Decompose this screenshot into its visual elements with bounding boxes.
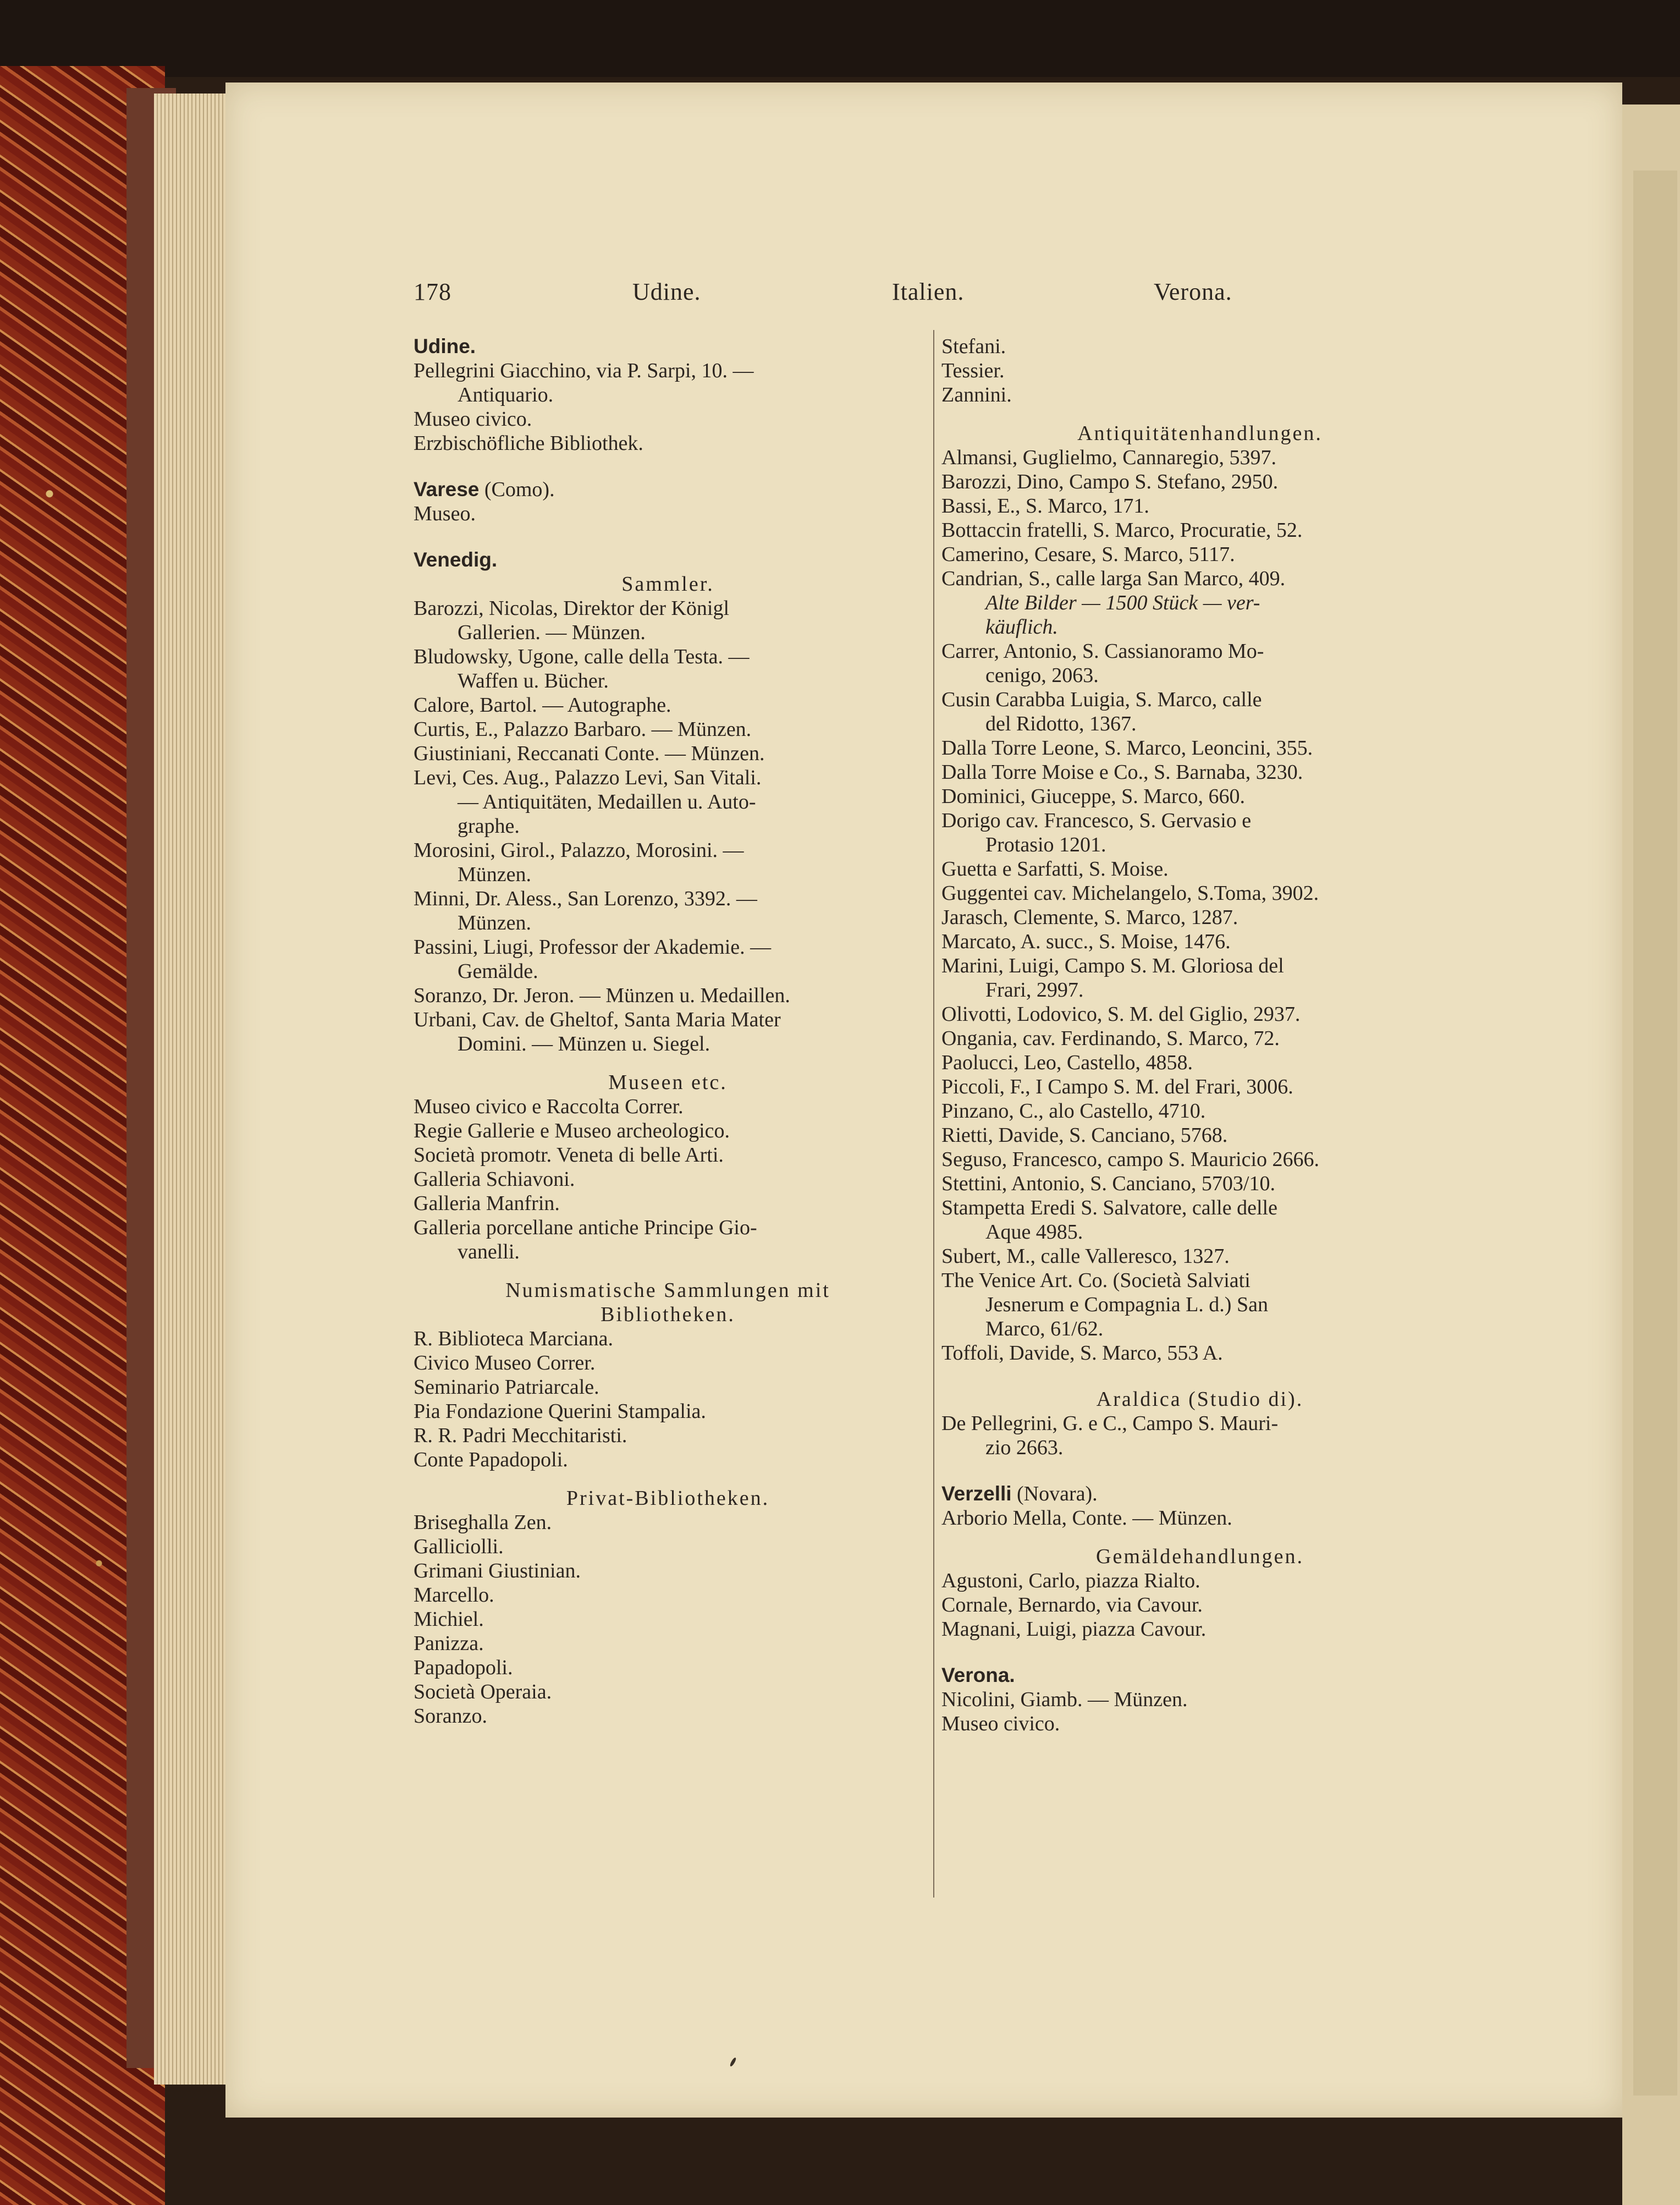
entry-continuation: Waffen u. Bücher. <box>458 669 609 692</box>
directory-entry: Società promotr. Veneta di belle Arti. <box>414 1143 724 1167</box>
directory-entry: The Venice Art. Co. (Società Salviati <box>941 1269 1251 1292</box>
place-heading-region: (Novara). <box>1011 1482 1098 1505</box>
place-heading-name: Verzelli <box>941 1482 1012 1505</box>
directory-entry: De Pellegrini, G. e C., Campo S. Mauri- <box>941 1412 1279 1435</box>
directory-entry: Marcato, A. succ., S. Moise, 1476. <box>941 930 1231 953</box>
directory-entry: Toffoli, Davide, S. Marco, 553 A. <box>941 1341 1223 1365</box>
directory-entry: Galleria Schiavoni. <box>414 1168 575 1191</box>
directory-entry: Galleria porcellane antiche Principe Gio- <box>414 1216 757 1239</box>
directory-entry: Subert, M., calle Valleresco, 1327. <box>941 1245 1230 1268</box>
directory-entry: Bludowsky, Ugone, calle della Testa. — <box>414 645 750 668</box>
header-right: Verona. <box>1154 278 1232 305</box>
directory-entry: Calore, Bartol. — Autographe. <box>414 694 671 717</box>
entry-continuation: Marco, 61/62. <box>985 1317 1104 1340</box>
directory-entry: Stampetta Eredi S. Salvatore, calle delle <box>941 1196 1277 1219</box>
place-heading <box>414 477 922 502</box>
directory-entry: Museo. <box>414 502 476 525</box>
spacer <box>941 1641 1458 1663</box>
entry-continuation: Münzen. <box>458 863 532 886</box>
directory-entry: Carrer, Antonio, S. Cassianoramo Mo- <box>941 640 1264 663</box>
directory-entry: Agustoni, Carlo, piazza Rialto. <box>941 1569 1200 1592</box>
book-cover-top <box>0 0 1680 77</box>
spacer <box>941 1530 1458 1544</box>
directory-entry: Piccoli, F., I Campo S. M. del Frari, 3006. <box>941 1075 1293 1098</box>
entry-continuation: Antiquario. <box>458 383 554 406</box>
spacer <box>941 407 1458 421</box>
directory-entry: Guetta e Sarfatti, S. Moise. <box>941 857 1169 881</box>
entry-note: Alte Bilder — 1500 Stück — ver- <box>985 591 1260 614</box>
section-heading: Antiquitätenhandlungen. <box>1077 422 1323 445</box>
directory-entry: Levi, Ces. Aug., Palazzo Levi, San Vitali. <box>414 766 762 789</box>
directory-entry: R. Biblioteca Marciana. <box>414 1327 613 1350</box>
spacer <box>414 1264 922 1278</box>
directory-entry: Giustiniani, Reccanati Conte. — Münzen. <box>414 742 765 765</box>
directory-entry: Galliciolli. <box>414 1535 504 1558</box>
directory-entry: Società Operaia. <box>414 1680 552 1703</box>
directory-entry: Galleria Manfrin. <box>414 1192 560 1215</box>
directory-entry: Regie Gallerie e Museo archeologico. <box>414 1119 730 1142</box>
entry-continuation: zio 2663. <box>985 1436 1064 1459</box>
directory-entry: Cornale, Bernardo, via Cavour. <box>941 1593 1203 1616</box>
directory-entry: Tessier. <box>941 359 1005 382</box>
directory-entry: Museo civico e Raccolta Correr. <box>414 1095 684 1118</box>
spacer <box>414 526 922 548</box>
entry-continuation: — Antiquitäten, Medaillen u. Auto- <box>458 790 756 813</box>
entry-continuation: Aque 4985. <box>985 1220 1083 1244</box>
directory-entry: Papadopoli. <box>414 1656 513 1679</box>
directory-entry: Dorigo cav. Francesco, S. Gervasio e <box>941 809 1252 832</box>
directory-entry: Soranzo, Dr. Jeron. — Münzen u. Medaillen. <box>414 984 790 1007</box>
directory-entry: Olivotti, Lodovico, S. M. del Giglio, 2937. <box>941 1003 1301 1026</box>
directory-entry: Civico Museo Correr. <box>414 1351 596 1374</box>
entry-continuation: Gallerien. — Münzen. <box>458 621 646 644</box>
section-heading: Bibliotheken. <box>601 1303 735 1326</box>
directory-entry: Arborio Mella, Conte. — Münzen. <box>941 1506 1232 1530</box>
section-heading: Sammler. <box>621 573 714 596</box>
section-heading: Numismatische Sammlungen mit <box>505 1279 830 1302</box>
directory-entry: Museo civico. <box>941 1712 1060 1735</box>
directory-entry: Barozzi, Nicolas, Direktor der Königl <box>414 597 730 620</box>
left-column <box>414 334 922 1728</box>
directory-entry: Soranzo. <box>414 1704 488 1728</box>
directory-entry: Passini, Liugi, Professor der Akademie. — <box>414 936 772 959</box>
directory-entry: Marcello. <box>414 1583 494 1607</box>
column-divider <box>933 330 934 1898</box>
section-heading: Privat-Bibliotheken. <box>566 1487 770 1510</box>
directory-entry: Erzbischöfliche Bibliothek. <box>414 432 643 455</box>
entry-continuation: del Ridotto, 1367. <box>985 712 1137 735</box>
directory-entry: R. R. Padri Mecchitaristi. <box>414 1424 627 1447</box>
directory-entry: Bassi, E., S. Marco, 171. <box>941 494 1149 518</box>
spacer <box>941 1365 1458 1387</box>
directory-entry: Cusin Carabba Luigia, S. Marco, calle <box>941 688 1262 711</box>
directory-entry: Camerino, Cesare, S. Marco, 5117. <box>941 543 1235 566</box>
entry-continuation: Protasio 1201. <box>985 833 1106 856</box>
section-heading: Museen etc. <box>608 1071 728 1094</box>
entry-continuation: Münzen. <box>458 911 532 934</box>
directory-entry: Zannini. <box>941 383 1012 406</box>
directory-entry: Seminario Patriarcale. <box>414 1376 599 1399</box>
entry-continuation: graphe. <box>458 815 520 838</box>
entry-continuation: Frari, 2997. <box>985 978 1084 1002</box>
spacer <box>941 1460 1458 1482</box>
directory-entry: Seguso, Francesco, campo S. Mauricio 2666. <box>941 1148 1320 1171</box>
spacer <box>414 1056 922 1070</box>
header-center: Italien. <box>892 278 965 305</box>
section-heading: Araldica (Studio di). <box>1096 1388 1304 1411</box>
directory-entry: Dalla Torre Moise e Co., S. Barnaba, 3230. <box>941 761 1303 784</box>
directory-entry: Stettini, Antonio, S. Canciano, 5703/10. <box>941 1172 1275 1195</box>
place-heading-name: Varese <box>414 478 480 501</box>
entry-continuation: cenigo, 2063. <box>985 664 1099 687</box>
place-heading: Venedig. <box>414 548 498 571</box>
directory-entry: Almansi, Guglielmo, Cannaregio, 5397. <box>941 446 1276 469</box>
directory-entry: Guggentei cav. Michelangelo, S.Toma, 3902. <box>941 882 1319 905</box>
entry-note: käuflich. <box>985 615 1058 639</box>
place-heading-region: (Como). <box>479 478 555 501</box>
header-left: Udine. <box>632 278 701 305</box>
entry-continuation: Gemälde. <box>458 960 538 983</box>
spacer <box>414 455 922 477</box>
directory-entry: Ongania, cav. Ferdinando, S. Marco, 72. <box>941 1027 1280 1050</box>
directory-entry: Briseghalla Zen. <box>414 1511 552 1534</box>
spacer <box>414 1472 922 1486</box>
directory-entry: Pellegrini Giacchino, via P. Sarpi, 10. — <box>414 359 754 382</box>
place-heading: Verona. <box>941 1664 1015 1686</box>
directory-entry: Stefani. <box>941 335 1006 358</box>
directory-entry: Urbani, Cav. de Gheltof, Santa Maria Mater <box>414 1008 781 1031</box>
directory-entry: Grimani Giustinian. <box>414 1559 581 1582</box>
directory-entry: Paolucci, Leo, Castello, 4858. <box>941 1051 1193 1074</box>
section-heading: Gemäldehandlungen. <box>1096 1545 1304 1568</box>
directory-entry: Dalla Torre Leone, S. Marco, Leoncini, 355. <box>941 736 1313 760</box>
directory-entry: Jarasch, Clemente, S. Marco, 1287. <box>941 906 1238 929</box>
place-heading <box>941 1482 1458 1506</box>
facing-page-edge <box>1622 105 1680 2205</box>
directory-entry: Museo civico. <box>414 408 532 431</box>
directory-entry: Morosini, Girol., Palazzo, Morosini. — <box>414 839 744 862</box>
directory-entry: Pinzano, C., alo Castello, 4710. <box>941 1099 1206 1123</box>
directory-entry: Barozzi, Dino, Campo S. Stefano, 2950. <box>941 470 1279 493</box>
directory-entry: Magnani, Luigi, piazza Cavour. <box>941 1618 1207 1641</box>
directory-entry: Bottaccin fratelli, S. Marco, Procuratie, 52. <box>941 519 1303 542</box>
directory-entry: Nicolini, Giamb. — Münzen. <box>941 1688 1188 1711</box>
right-column <box>941 334 1458 1736</box>
directory-entry: Dominici, Giuceppe, S. Marco, 660. <box>941 785 1245 808</box>
directory-entry: Marini, Luigi, Campo S. M. Gloriosa del <box>941 954 1284 977</box>
directory-entry: Panizza. <box>414 1632 484 1655</box>
page-number: 178 <box>414 278 451 305</box>
directory-entry: Pia Fondazione Querini Stampalia. <box>414 1400 706 1423</box>
place-heading: Udine. <box>414 335 476 358</box>
directory-entry: Curtis, E., Palazzo Barbaro. — Münzen. <box>414 718 752 741</box>
page-edges <box>154 94 231 2085</box>
directory-entry: Minni, Dr. Aless., San Lorenzo, 3392. — <box>414 887 757 910</box>
directory-entry: Michiel. <box>414 1608 484 1631</box>
directory-entry: Rietti, Davide, S. Canciano, 5768. <box>941 1124 1228 1147</box>
entry-continuation: Domini. — Münzen u. Siegel. <box>458 1032 710 1055</box>
entry-continuation: Jesnerum e Compagnia L. d.) San <box>985 1293 1268 1316</box>
entry-continuation: vanelli. <box>458 1240 520 1263</box>
directory-entry: Conte Papadopoli. <box>414 1448 568 1471</box>
directory-entry: Candrian, S., calle larga San Marco, 409. <box>941 567 1286 590</box>
